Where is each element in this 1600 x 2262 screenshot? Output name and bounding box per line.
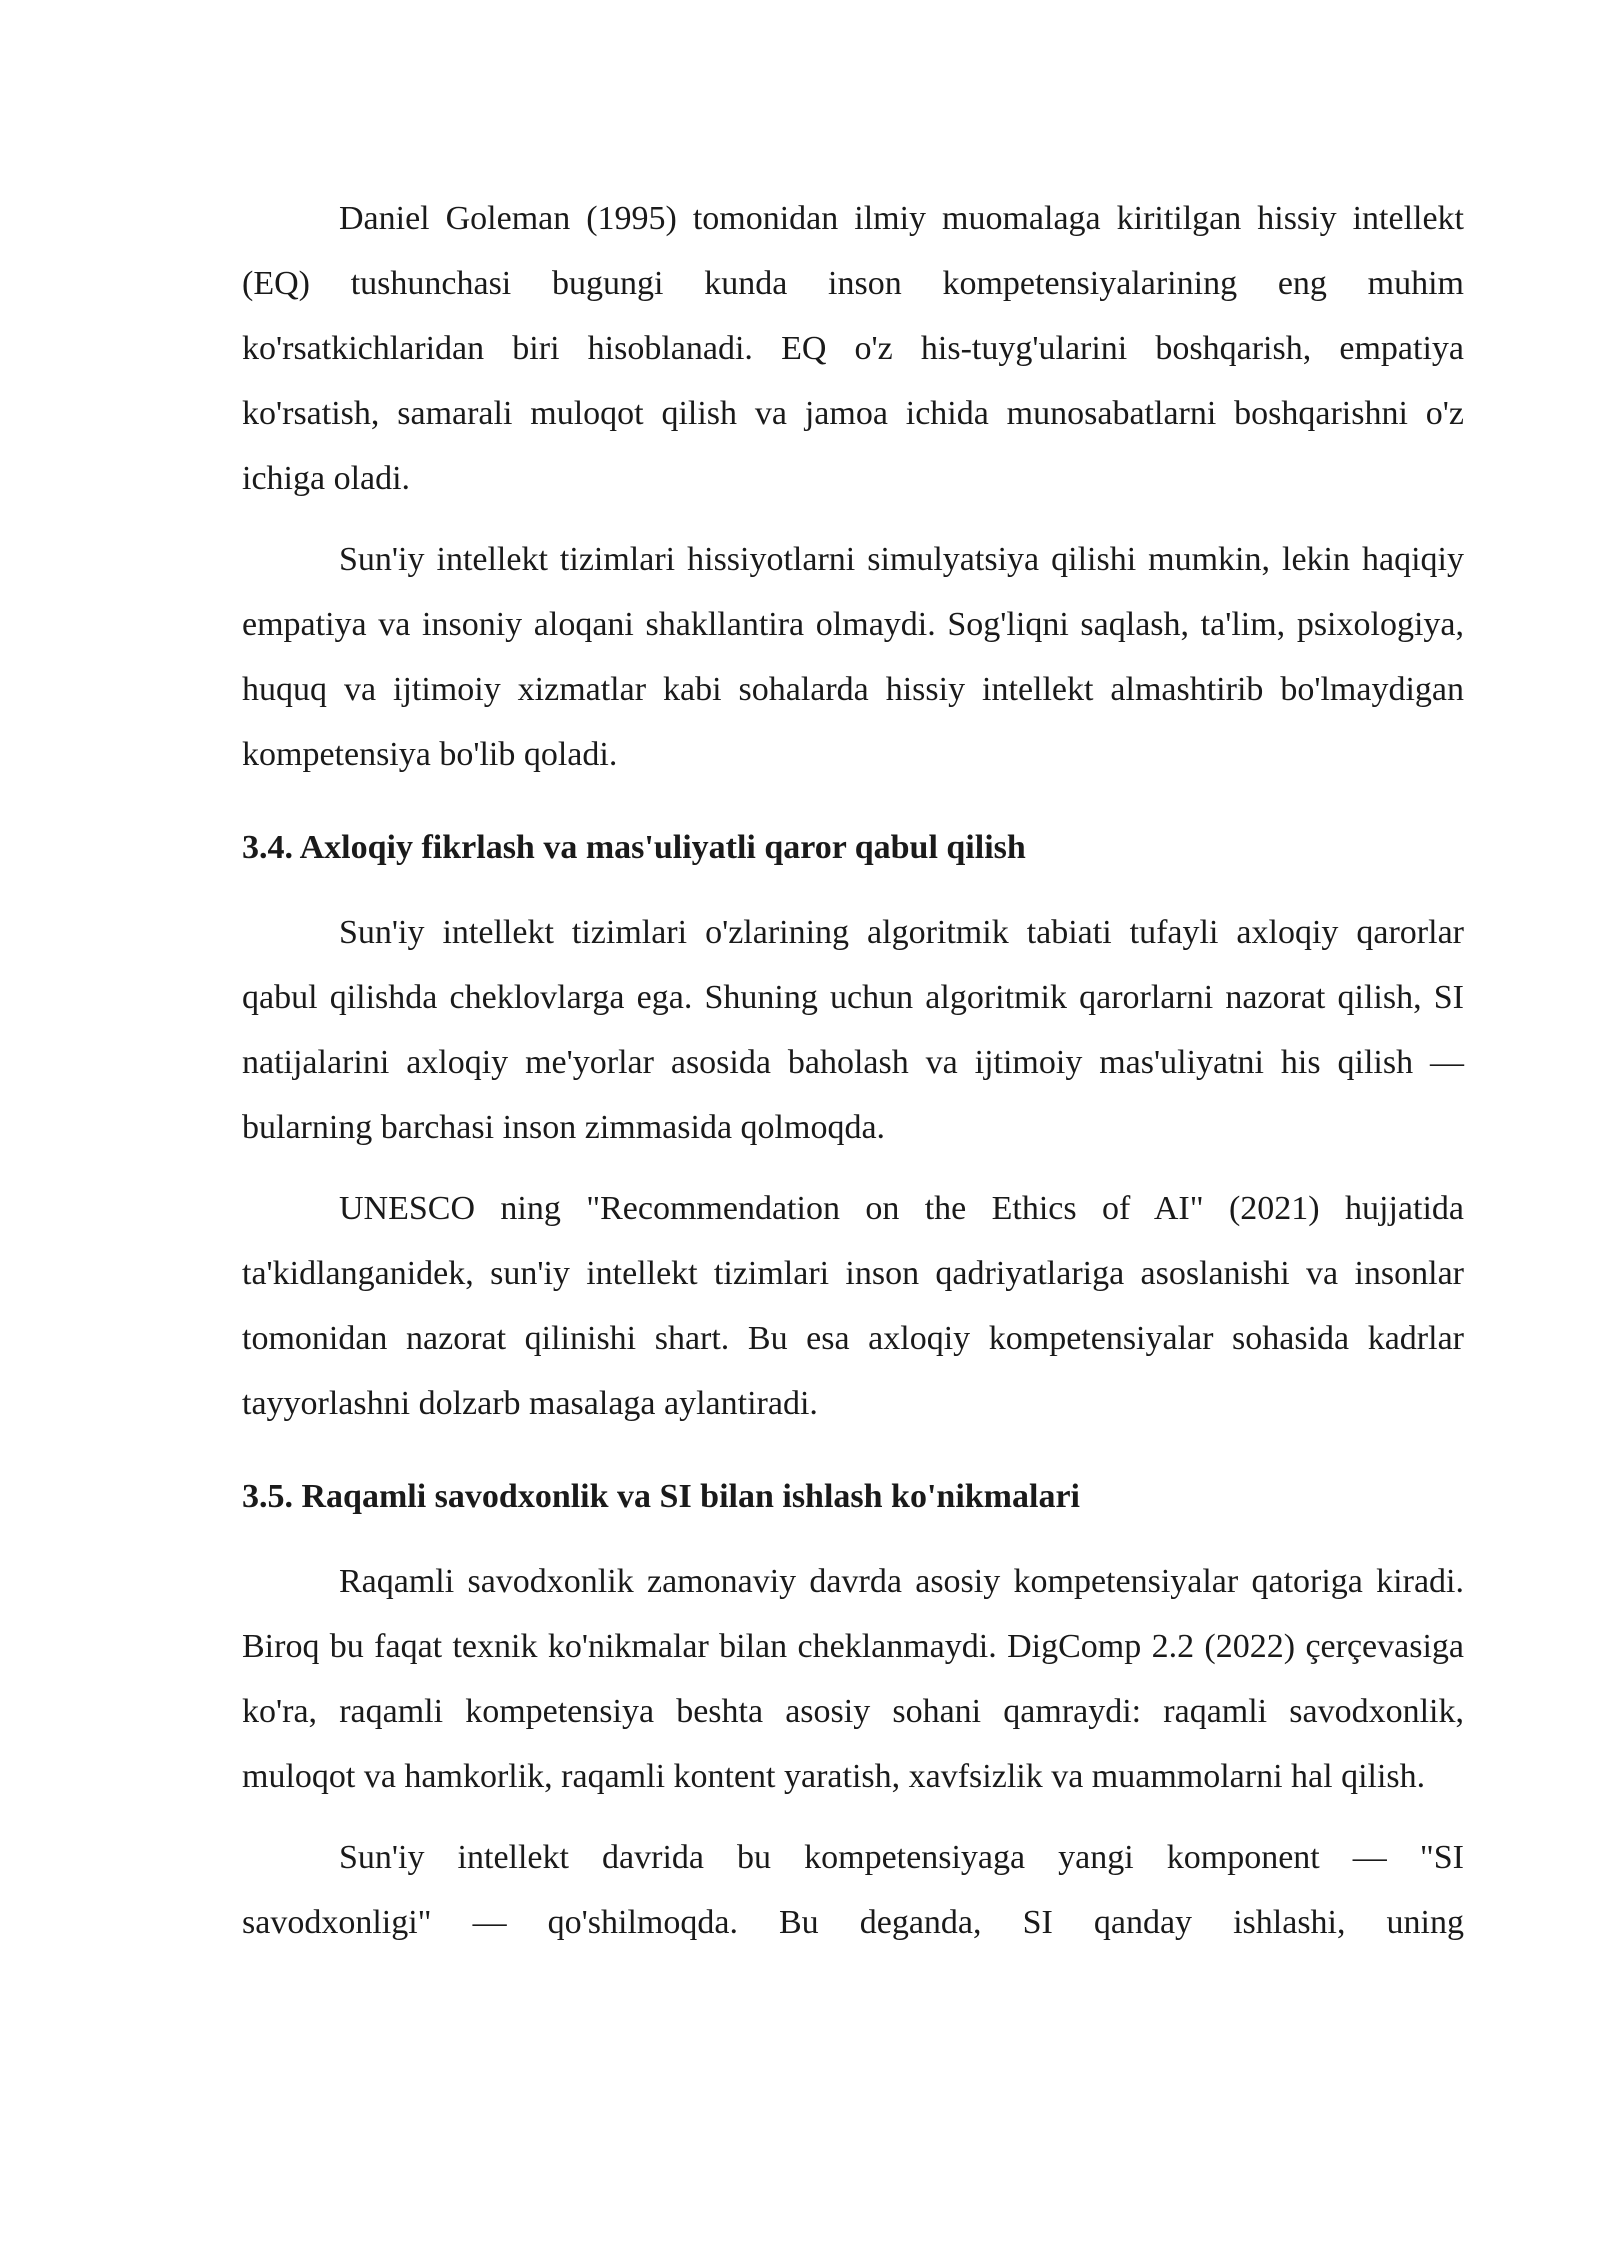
section-heading-3-5: 3.5. Raqamli savodxonlik va SI bilan ishlash ko'nikmalari xyxy=(242,1478,1080,1515)
paragraph-ai-empathy: Sun'iy intellekt tizimlari hissiyotlarni simulyatsiya qilishi mumkin, lekin haqiqiy empatiya va insoniy aloqani shakllantira olmaydi. Sog'liqni saqlash, ta'lim, psixologiya, huquq va ijtimoiy xizmatlar kabi sohalarda hissiy intellekt almashtirib bo'lmaydigan kompetensiya bo'lib qoladi. xyxy=(242,541,1464,773)
page-content xyxy=(242,186,1464,1955)
paragraph-digital-literacy: Raqamli savodxonlik zamonaviy davrda asosiy kompetensiyalar qatoriga kiradi. Biroq bu faqat texnik ko'nikmalar bilan cheklanmaydi. DigComp 2.2 (2022) çerçevasiga ko'ra, raqamli kompetensiya beshta asosiy sohani qamraydi: raqamli savodxonlik, muloqot va hamkorlik, raqamli kontent yaratish, xavfsizlik va muammolarni hal qilish. xyxy=(242,1563,1464,1795)
paragraph-ai-literacy: Sun'iy intellekt davrida bu kompetensiyaga yangi komponent — "SI savodxonligi" — qo'shilmoqda. Bu deganda, SI qanday ishlashi, uning xyxy=(242,1839,1464,1941)
paragraph-emotional-intelligence: Daniel Goleman (1995) tomonidan ilmiy muomalaga kiritilgan hissiy intellekt (EQ) tushunchasi bugungi kunda inson kompetensiyalarining eng muhim ko'rsatkichlaridan biri hisoblanadi. EQ o'z his-tuyg'ularini boshqarish, empatiya ko'rsatish, samarali muloqot qilish va jamoa ichida munosabatlarni boshqarishni o'z ichiga oladi. xyxy=(242,200,1464,497)
paragraph-ethical-decisions: Sun'iy intellekt tizimlari o'zlarining algoritmik tabiati tufayli axloqiy qarorlar qabul qilishda cheklovlarga ega. Shuning uchun algoritmik qarorlarni nazorat qilish, SI natijalarini axloqiy me'yorlar asosida baholash va ijtimoiy mas'uliyatni his qilish — bularning barchasi inson zimmasida qolmoqda. xyxy=(242,914,1464,1146)
section-heading-3-4: 3.4. Axloqiy fikrlash va mas'uliyatli qaror qabul qilish xyxy=(242,829,1026,866)
paragraph-unesco-ethics: UNESCO ning "Recommendation on the Ethics of AI" (2021) hujjatida ta'kidlanganidek, sun'iy intellekt tizimlari inson qadriyatlariga asoslanishi va insonlar tomonidan nazorat qilinishi shart. Bu esa axloqiy kompetensiyalar sohasida kadrlar tayyorlashni dolzarb masalaga aylantiradi. xyxy=(242,1190,1464,1422)
